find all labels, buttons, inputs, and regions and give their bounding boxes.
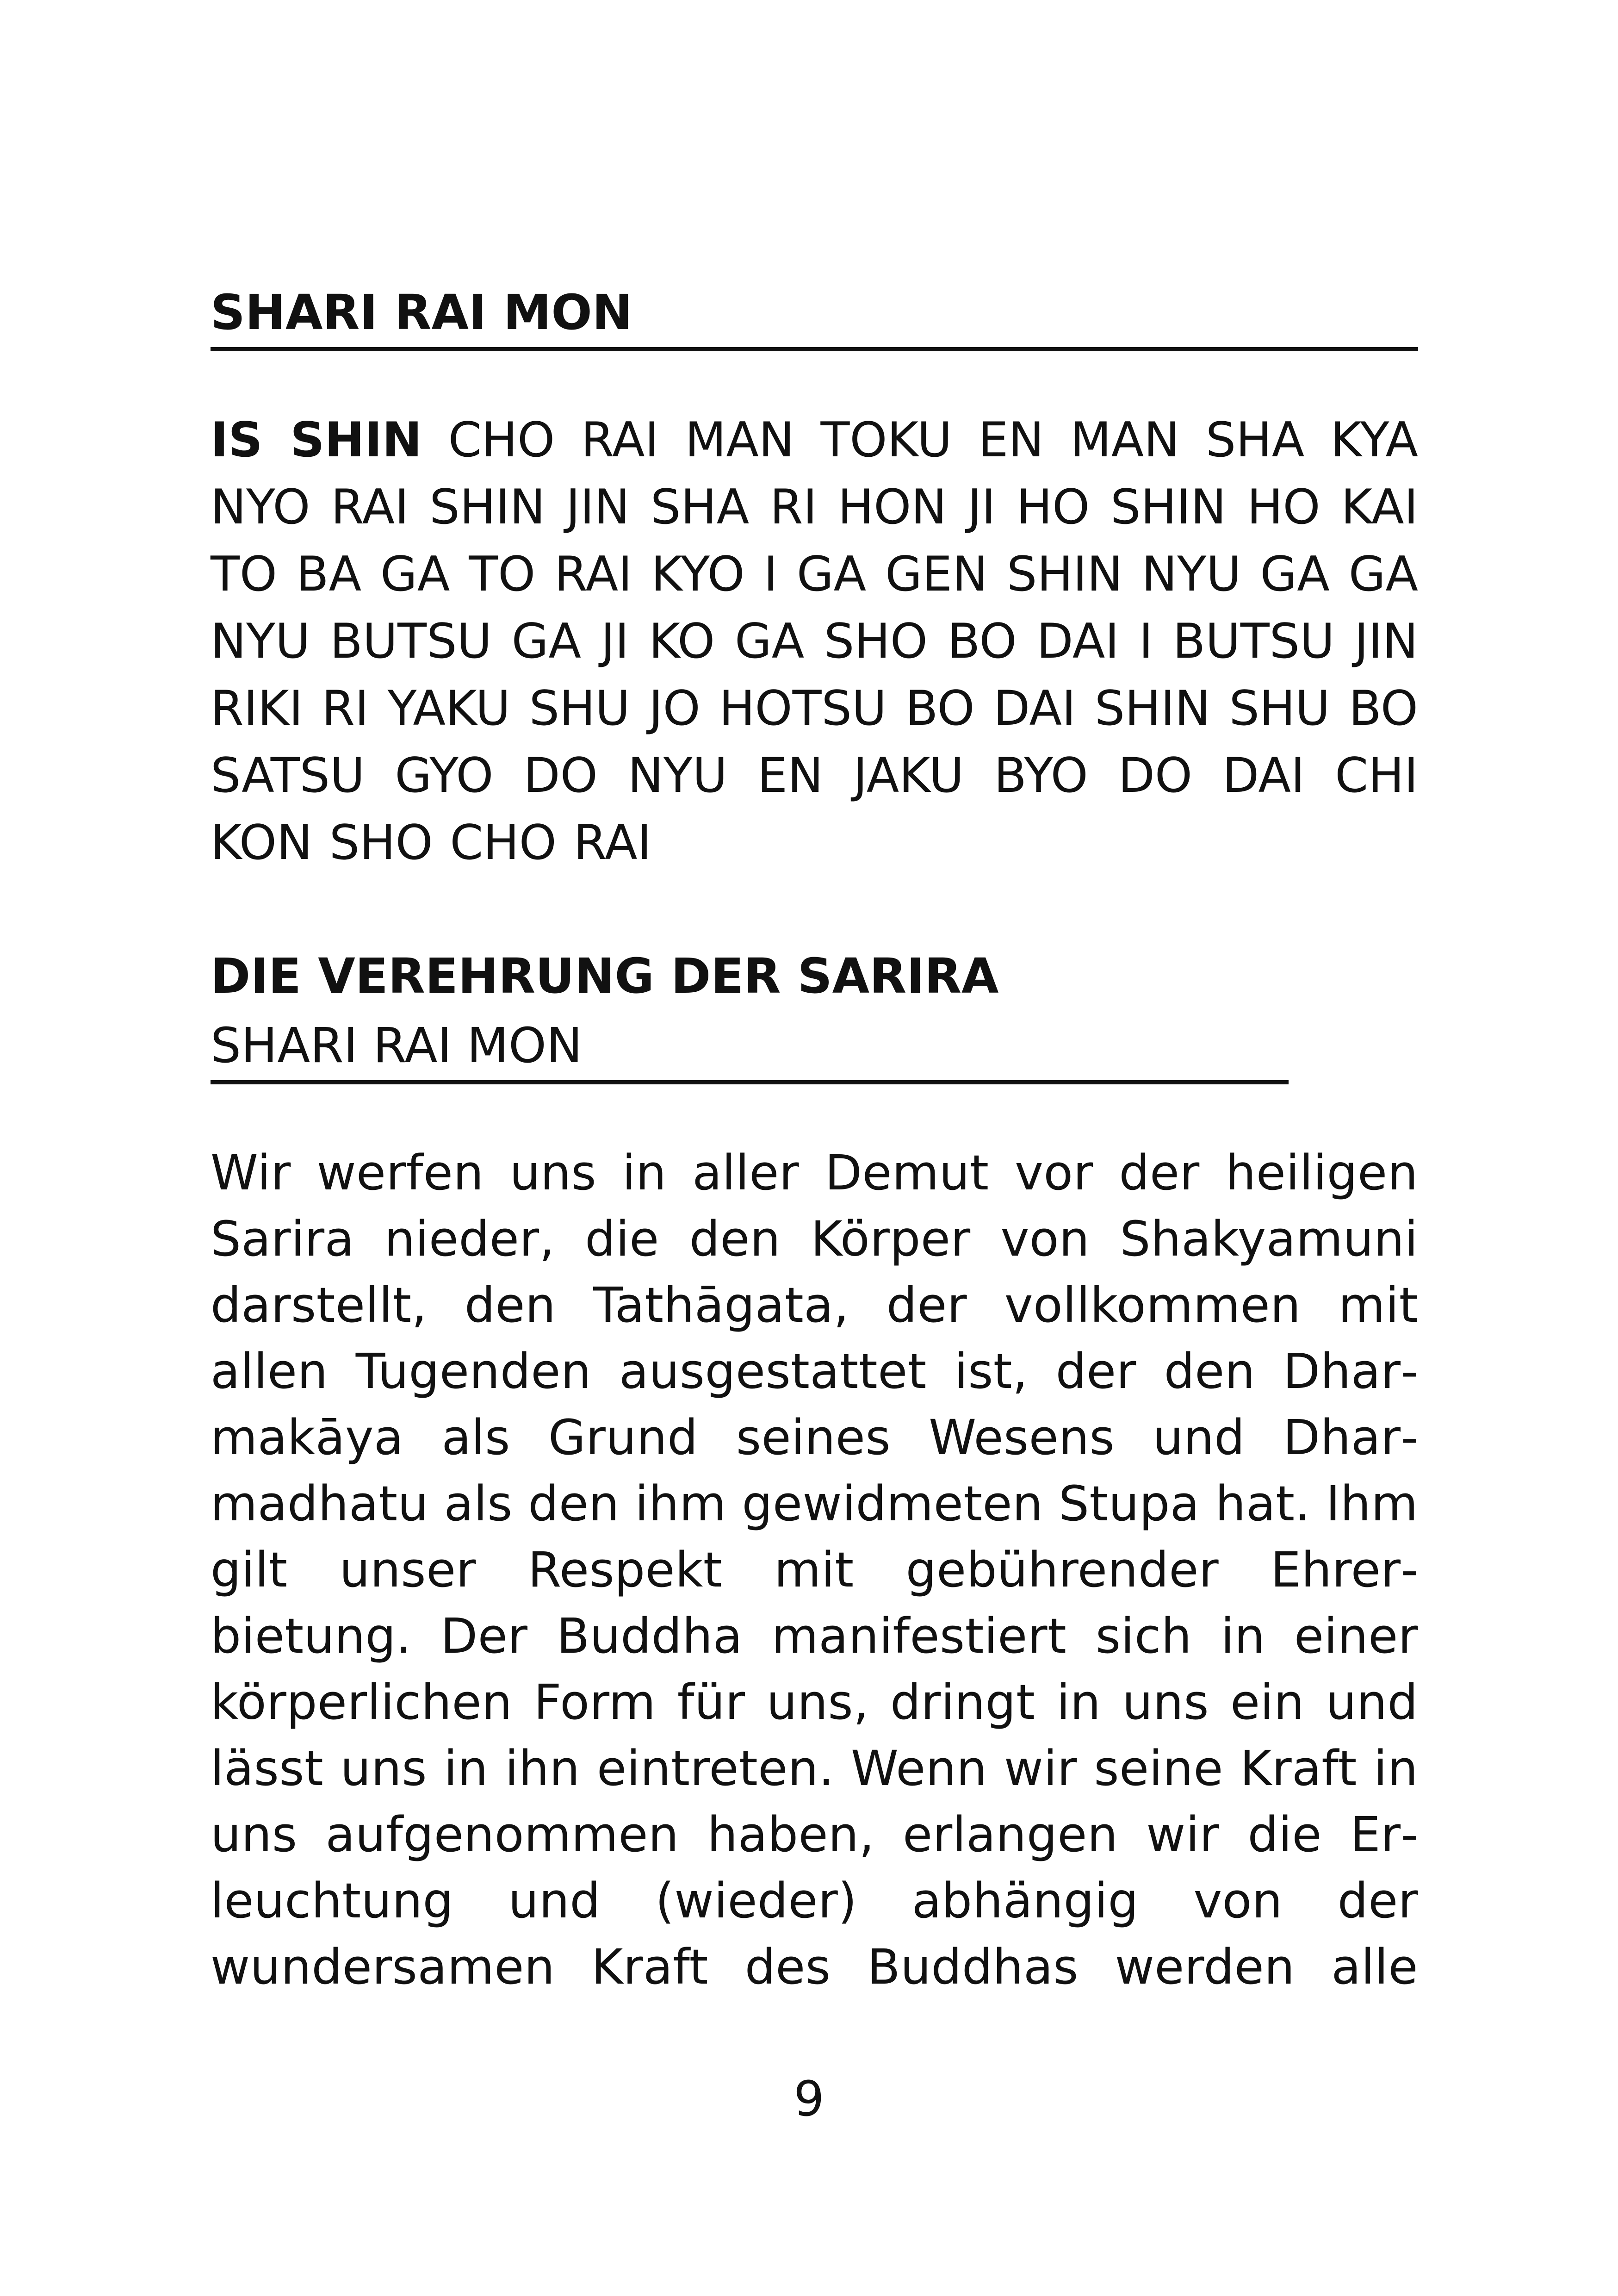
translation-paragraph: Wir werfen uns in aller Demut vor der heiligen Sarira nieder, die den Körper von Shakyamuni darstellt, den Tathāgata, der vollkommen mit allen Tugenden ausgestattet ist, der den Dharmakāya als Grund seines Wesens und Dharmadhatu als den ihm gewidmeten Stupa hat. Ihm gilt unser Respekt mit gebührender Ehrerbietung. Der Buddha manifestiert sich in einer körperlichen Form für uns, dringt in uns ein und lässt uns in ihn eintreten. Wenn wir seine Kraft in uns aufgenommen haben, erlangen wir die Erleuchtung und (wieder) abhängig von der wundersamen Kraft des Buddhas werden alle bbox=[211, 1145, 1418, 1995]
transliteration-text: CHO RAI MAN TOKU EN MAN SHA KYA NYO RAI SHIN JIN SHA RI HON JI HO SHIN HO KAI TO BA GA TO RAI KYO I GA GEN SHIN NYU GA GA NYU BUTSU GA JI KO GA SHO BO DAI I BUTSU JIN RIKI RI YAKU SHU JO HOTSU BO DAI SHIN SHU BO SATSU GYO DO NYU EN JAKU BYO DO DAI CHI KON SHO CHO RAI bbox=[211, 412, 1418, 871]
section-spacer bbox=[211, 877, 1418, 941]
page-content bbox=[211, 278, 1418, 2000]
page-number: 9 bbox=[794, 2071, 824, 2127]
heading-underline bbox=[211, 347, 1418, 351]
transliteration-lead: IS SHIN bbox=[211, 412, 422, 468]
section-subheading: SHARI RAI MON bbox=[211, 1017, 583, 1074]
subheading-underline bbox=[211, 1080, 1289, 1084]
transliteration-paragraph bbox=[211, 407, 1418, 877]
section-heading-shari-rai-mon: SHARI RAI MON bbox=[211, 284, 632, 341]
section-heading-verehrung: DIE VEREHRUNG DER SARIRA bbox=[211, 948, 999, 1004]
